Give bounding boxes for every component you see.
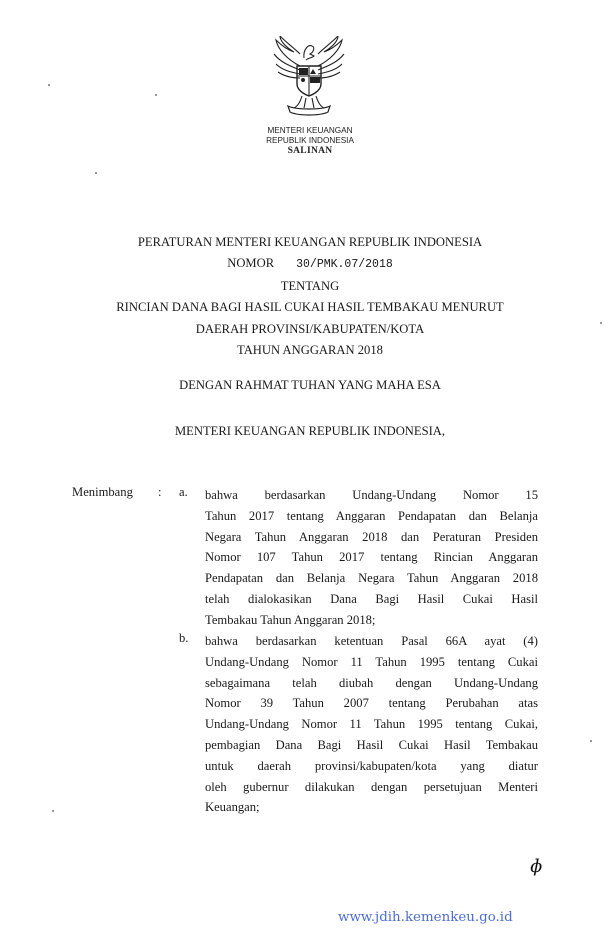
regulation-title: PERATURAN MENTERI KEUANGAN REPUBLIK INDONESIA [137,235,483,249]
scan-speck [155,94,157,96]
item-text [205,631,538,818]
item-marker: a. [179,485,188,499]
item-marker: b. [179,631,189,645]
opening-invocation: DENGAN RAHMAT TUHAN YANG MAHA ESA [179,378,441,392]
text-line: Keuangan; [205,800,260,815]
text-line: telah dialokasikan Dana Bagi Hasil Cukai Hasil [205,591,538,606]
scan-speck [48,84,50,86]
scan-speck [95,172,97,174]
regulation-number-label: NOMOR [227,256,275,271]
jdih-website-link[interactable]: www.jdih.kemenkeu.go.id [338,910,513,925]
text-line: sebagaimana telah diubah dengan Undang-Undang [205,675,538,690]
considering-label: Menimbang [72,485,133,499]
scan-speck [590,740,592,742]
text-line: Undang-Undang Nomor 11 Tahun 1995 tentang Cukai [205,654,538,669]
regulation-subject-line3: TAHUN ANGGARAN 2018 [237,343,383,358]
text-line: Tahun 2017 tentang Anggaran Pendapatan dan Belanja [205,508,538,523]
text-line: Nomor 39 Tahun 2007 tentang Perubahan atas [205,696,538,711]
ministry-caption [250,126,370,156]
text-line: bahwa berdasarkan Undang-Undang Nomor 15 [205,488,538,502]
ministry-caption-line1: MENTERI KEUANGAN [267,126,353,135]
garuda-pancasila-emblem-icon [270,36,348,120]
paraf-initial-mark: ɸ [530,856,543,877]
scan-speck [600,322,602,324]
item-text [205,485,538,631]
text-line: Undang-Undang Nomor 11 Tahun 1995 tentang Cukai, [205,717,538,732]
text-line: untuk daerah provinsi/kabupaten/kota yang diatur [205,758,538,773]
text-line: Negara Tahun Anggaran 2018 dan Peraturan Presiden [205,529,538,544]
text-line: Tembakau Tahun Anggaran 2018; [205,612,376,627]
ministry-caption-line2: REPUBLIK INDONESIA [266,136,354,145]
text-line: pembagian Dana Bagi Hasil Cukai Hasil Tembakau [205,737,538,752]
scan-speck [52,810,54,812]
copy-stamp: SALINAN [287,146,333,156]
considering-colon: : [158,485,162,499]
text-line: Pendapatan dan Belanja Negara Tahun Anggaran 2018 [205,571,538,586]
text-line: bahwa berdasarkan ketentuan Pasal 66A ayat (4) [205,634,538,648]
regulation-subject-line2: DAERAH PROVINSI/KABUPATEN/KOTA [195,321,425,336]
regulation-number-row [60,253,560,275]
regulation-subject-line1: RINCIAN DANA BAGI HASIL CUKAI HASIL TEMBAKAU MENURUT [116,300,504,315]
issuer-line: MENTERI KEUANGAN REPUBLIK INDONESIA, [174,424,446,438]
regulation-number-value: 30/PMK.07/2018 [296,258,393,272]
text-line: Nomor 107 Tahun 2017 tentang Rincian Anggaran [205,550,538,565]
regulation-title-block [60,232,560,361]
text-line: oleh gubernur dilakukan dengan persetujuan Menteri [205,779,538,794]
tentang-label: TENTANG [280,278,340,293]
